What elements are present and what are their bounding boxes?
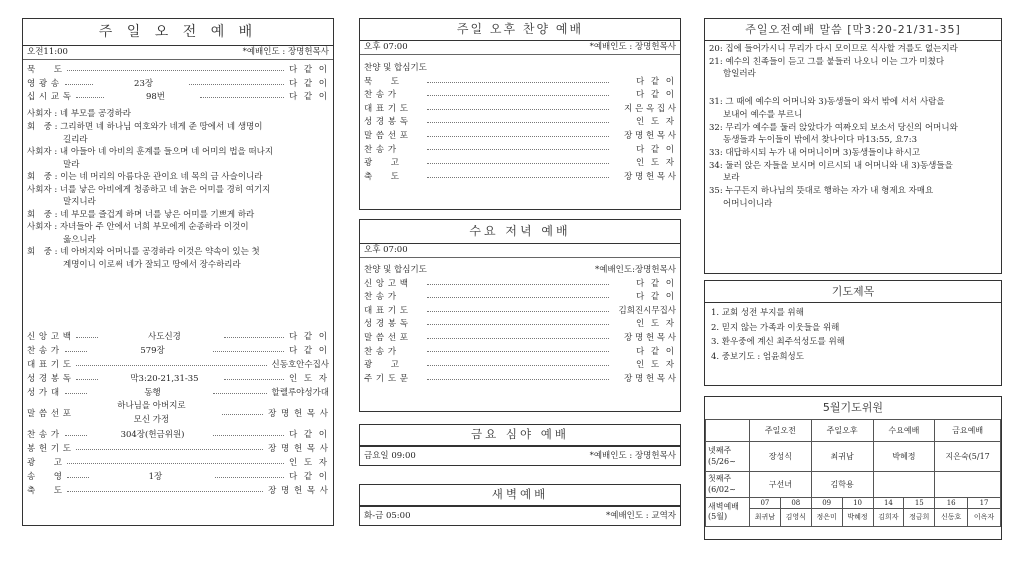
- order-item: 찬 송 가 다 같 이: [364, 90, 676, 101]
- prayer-committee: [704, 396, 1002, 540]
- order-item: 광 고 인 도 자: [364, 158, 676, 169]
- order-item: 십 시 교 독 98번 다 같 이: [27, 92, 329, 103]
- prayer-item: 2. 믿지 않는 가족과 이웃들을 위해: [711, 322, 840, 333]
- order-item: 송 영 1장 다 같 이: [27, 471, 329, 482]
- sermon-scripture: [704, 18, 1002, 274]
- table-row: 최귀남 김영식 정은미 박혜정 김희자 정금희 신동호 이옥자: [706, 509, 1001, 527]
- order-item: 찬 송 가 다 같 이: [364, 346, 676, 357]
- order-item: 찬 송 가 다 같 이: [364, 144, 676, 155]
- order-item: 성 경 봉 독 인 도 자: [364, 319, 676, 330]
- order-item: 봉 헌 기 도 장 명 헌 목 사: [27, 443, 329, 454]
- wednesday-evening-service: [359, 219, 681, 412]
- prayer-list: [705, 307, 1001, 364]
- sunday-morning-title: 주 일 오 전 예 배: [23, 19, 333, 46]
- table-row: 넷째주 (5/26~ 장성식 최귀남 박혜정 지은숙(5/17: [706, 442, 1001, 472]
- afternoon-info: 오후 07:00 *예배인도 : 장명헌목사: [360, 41, 680, 55]
- afternoon-title: 주일 오후 찬양 예배: [360, 19, 680, 41]
- order-item: 성 경 봉 독 인 도 자: [364, 117, 676, 128]
- wednesday-intro: 찬양 및 합심기도 *예배인도:장명헌목사: [364, 265, 676, 276]
- order-item: 대 표 기 도 지 은 옥 집 사: [364, 103, 676, 114]
- order-item: 성 가 대 동행 할렐루야성가대: [27, 387, 329, 398]
- order-item: 영 광 송 23장 다 같 이: [27, 78, 329, 89]
- order-item: 성 경 봉 독 막3:20-21,31-35 인 도 자: [27, 373, 329, 384]
- table-row: 첫째주 (6/02~ 구선녀 김학용: [706, 472, 1001, 498]
- sunday-afternoon-service: [359, 18, 681, 210]
- afternoon-intro: 찬양 및 합심기도: [364, 63, 427, 74]
- prayer-topics: [704, 280, 1002, 386]
- service-time: 오전11:00: [27, 47, 68, 57]
- service-leader: *예배인도 : 장명헌목사: [242, 47, 329, 57]
- order-item: 신 앙 고 백 사도신경 다 같 이: [27, 331, 329, 342]
- wednesday-info: 오후 07:00: [360, 244, 680, 258]
- friday-service-title-box: 금요 심야 예배: [359, 424, 681, 446]
- scripture-verses: 20: 집에 들어가시니 무리가 다시 모이므로 식사할 겨를도 없는지라 21: 예수의 친족들이 듣고 그를 붙들러 나오니 이는 그가 미쳤다 함일러라 31: 그 때에 예수의 어머니와 3)동생들이 와서 밖에 서서 사람을 보내어 예수를 부르니 32: 무리가 예수를 둘러 앉았다가 여짜오되 보소서 당신의 어머니와 동생들과 누이들이 밖에서 찾나이다 마13:55, 요7:3 33: 대답하시되 누가 내 어머니이며 3)동생들이냐 하시고 34: 둘러 앉은 자들을 보시며 이르시되 내 어머니와 내 3)동생들을 보라 35: 누구든지 하나님의 뜻대로 행하는 자가 내 형제요 자매요 어머니이니라: [709, 44, 958, 209]
- order-top: [23, 64, 333, 105]
- order-item: 축 도 장 명 헌 목 사: [364, 171, 676, 182]
- order-item: 찬 송 가 579장 다 같 이: [27, 345, 329, 356]
- committee-table: 주일오전 주일오후 수요예배 금요예배 넷째주 (5/26~ 장성식 최귀남 박혜정 지은숙(5/17 첫째주 (6/02~ 구선녀 김학용 새벽예배 (5월) 07 08 09 10 14 15 16 17 최귀남 김영식 정은미 박혜정 김희자 정금희 신동호 이옥자: [705, 419, 1001, 527]
- order-item: 축 도 장 명 헌 목 사: [27, 485, 329, 496]
- prayer-item: 1. 교회 성전 부지를 위해: [711, 308, 804, 318]
- order-item: 주 기 도 문 장 명 헌 목 사: [364, 373, 676, 384]
- order-item: 대 표 기 도 김희진시무집사: [364, 305, 676, 316]
- order-item: 묵 도 다 같 이: [364, 76, 676, 87]
- order-item: 말 씀 선 포 하나님을 아버지로 모신 가정 장 명 헌 목 사: [27, 401, 329, 425]
- prayer-item: 3. 환우중에 계신 최주석성도를 위해: [711, 337, 845, 348]
- table-row: 새벽예배 (5월) 07 08 09 10 14 15 16 17: [706, 498, 1001, 509]
- order-item: 광 고 인 도 자: [364, 360, 676, 371]
- prayer-title: 기도제목: [705, 281, 1001, 303]
- sunday-morning-service: [22, 18, 334, 526]
- order-item: 말 씀 선 포 장 명 헌 목 사: [364, 333, 676, 344]
- committee-title: 5월기도위원: [822, 401, 884, 414]
- dawn-service-info: 화-금 05:00 *예배인도 : 교역자: [359, 506, 681, 526]
- prayer-item: 4. 중보기도 : 엄윤희성도: [711, 351, 804, 362]
- order-item: 찬 송 가 304장(헌금위원) 다 같 이: [27, 429, 329, 440]
- wednesday-title: 수요 저녁 예배: [360, 220, 680, 244]
- order-item: 광 고 인 도 자: [27, 457, 329, 468]
- friday-service-info: 금요일 09:00 *예배인도 : 장명헌목사: [359, 446, 681, 466]
- order-item: 신 앙 고 백 다 같 이: [364, 278, 676, 289]
- order-item: 묵 도 다 같 이: [27, 65, 329, 76]
- sermon-title: 주일오전예배 말씀 [막3:20-21/31-35]: [705, 19, 1001, 41]
- responsive-reading: 사회자 : 네 부모를 공경하라 회 중 : 그리하면 네 하나님 여호와가 네게 준 땅에서 네 생명이 길리라 사회자 : 내 아들아 네 아비의 훈계를 들으며 네 어미의 법을 떠나지 말라 회 중 : 이는 네 머리의 아름다운 관이요 네 목의 금 사슬이니라 사회자 : 너를 낳은 아비에게 청종하고 네 늙은 어미를 경히 여기지 말지니라 회 중 : 네 부모를 즐겁게 하며 너를 낳은 어미를 기쁘게 하라 사회자 : 자녀들아 주 안에서 너희 부모에게 순종하라 이것이 옳으니라 회 중 : 네 아버지와 어머니를 공경하라 이것은 약속이 있는 첫 계명이니 이로써 네가 잘되고 땅에서 장수하리라: [27, 109, 274, 270]
- order-item: 찬 송 가 다 같 이: [364, 292, 676, 303]
- service-info: [23, 46, 333, 60]
- order-item: 대 표 기 도 신동호안수집사: [27, 359, 329, 370]
- dawn-service-title-box: 새벽예배: [359, 484, 681, 506]
- order-item: 말 씀 선 포 장 명 헌 목 사: [364, 131, 676, 142]
- order-bottom: [23, 330, 333, 498]
